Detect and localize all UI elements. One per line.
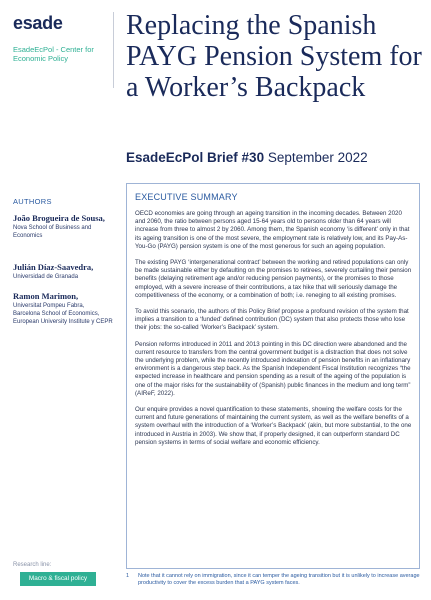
author-3 (13, 291, 113, 326)
summary-paragraph: OECD economies are going through an ageing transition in the incoming decades. Between 2020 and 2060, the ratio between persons aged 15-64 years old to persons older than 64 years will increase from three to almost 2 by 2060. Among them, the Spanish economy ‘is different’ only in that its ageing transition is one of the most severe, the employment rate is relatively low, and its Pay-As-You-Go (PAYG) pension system is one of the most generous for such an ageing population. (135, 210, 410, 250)
summary-paragraph: Our enquire provides a novel quantification to these statements, showing the welfare costs for the current and future generations of maintaining the current system, as well as the welfare benefits of a system overhaul with the introduction of a ‘Worker’s Backpack’ (akin, but more substantial, to the one introduced in Austria in 2003). We show that, if properly designed, it can outperform standard DC pension systems in terms of social welfare and economic efficiency. (135, 406, 412, 446)
page-title: Replacing the Spanish PAYG Pension System for a Worker’s Backpack (126, 10, 422, 103)
research-line-tag[interactable]: Macro & fiscal policy (20, 572, 96, 586)
author-affiliation: Universitat Pompeu Fabra, Barcelona School of Economics, European University Institute y CEPR (13, 303, 113, 325)
author-2 (13, 262, 113, 281)
author-name: Julián Díaz-Saavedra, (13, 262, 94, 272)
footnote-text: Note that it cannot rely on immigration, since it can temper the ageing transition but it is unlikely to increase average productivity to cover the excess burden that a PAYG system faces. (138, 573, 420, 586)
author-1 (13, 213, 113, 240)
executive-summary-box (126, 183, 420, 569)
summary-paragraph: The existing PAYG ‘intergenerational contract’ between the working and retired populations can only be made sustainable either by defaulting on the promises to retirees, severely curtailing their pension benefits (delaying retirement age and/or reducing pension payments), or the promises to those employed, with a severe increase of their contributions, a tax hike that will seriously damage the competitiveness of the economy, or a combination of both; i.e. reneging to all existing promises. (135, 259, 412, 299)
author-name: Ramon Marimon, (13, 291, 79, 301)
authors-heading: AUTHORS (13, 197, 52, 206)
executive-summary-body (135, 210, 413, 455)
author-affiliation: Nova School of Business and Economics (13, 225, 92, 239)
research-line-label: Research line: (13, 562, 52, 568)
esade-logo: esade (13, 13, 63, 33)
brief-label: EsadeEcPol Brief #30 (126, 150, 265, 165)
summary-paragraph: To avoid this scenario, the authors of this Policy Brief propose a profound revision of the system that implies a transition to a ‘funded’ defined contribution (DC) system that also protects those who lose their jobs: the so-called ‘Worker’s Backpack’ system. (135, 308, 409, 332)
footnote-number: 1 (126, 573, 130, 579)
center-name: EsadeEcPol - Center for Economic Policy (13, 45, 94, 63)
executive-summary-heading: EXECUTIVE SUMMARY (135, 192, 238, 202)
author-name: João Brogueira de Sousa, (13, 213, 105, 223)
sidebar (0, 0, 113, 600)
brief-date: September 2022 (267, 150, 368, 165)
brief-line (126, 150, 368, 165)
author-affiliation: Universidad de Granada (13, 274, 79, 280)
summary-paragraph: Pension reforms introduced in 2011 and 2013 pointing in this DC direction were abandoned and the current resource to transfers from the central government budget is a distraction that does not solve the underlying problem, while the recently introduced indexation of pension benefits in an inflationary environment is a dangerous step back. As the Spanish Independent Fiscal Institution recognizes “the expected increase in healthcare and pension spending as a result of the ageing of the population is one of the major risks for the sustainability of (Spanish) public finances in the medium and long term” (AIReF, 2022). (135, 340, 411, 397)
header-divider (113, 12, 114, 88)
